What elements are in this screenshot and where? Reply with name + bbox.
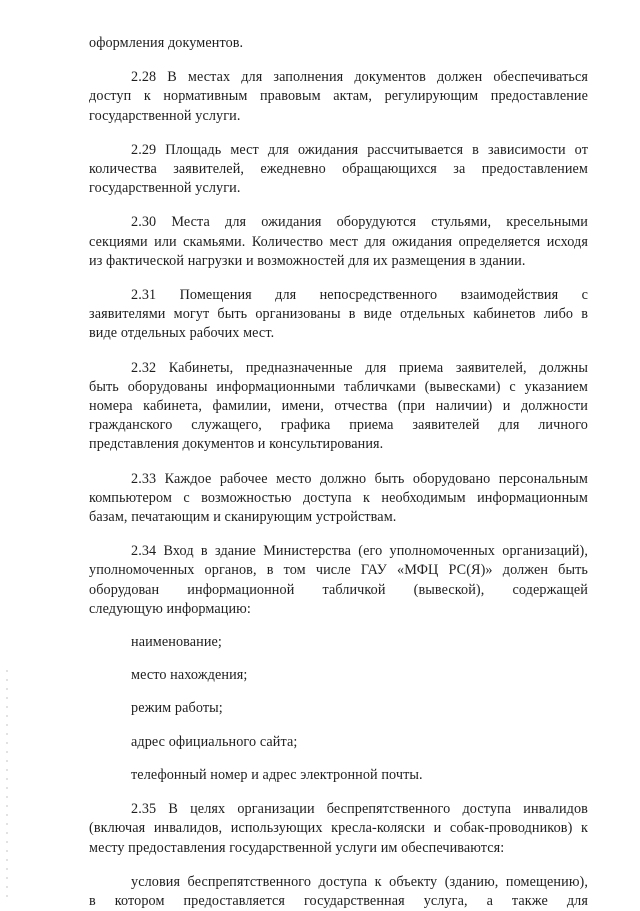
text-line: государственной услуги. — [89, 180, 241, 197]
paragraph-2-31 — [89, 286, 588, 344]
text-line: номера кабинета, фамилии, имени, отчества (при наличии) и должности — [89, 398, 588, 415]
text-line: секциями или скамьями. Количество мест для ожидания определяется исходя — [89, 233, 588, 250]
paragraph-2-35 — [89, 800, 588, 858]
text-line: 2.35 В целях организации беспрепятственного доступа инвалидов — [131, 801, 588, 818]
paragraph-2-32 — [89, 359, 588, 455]
text-line: представления документов и консультирования. — [89, 436, 384, 453]
text-line: 2.33 Каждое рабочее место должно быть оборудовано персональным — [131, 470, 588, 487]
list-item: место нахождения; — [131, 667, 248, 684]
text-line: количества заявителей, ежедневно обращающихся за предоставлением — [89, 161, 588, 178]
text-line: государственной услуги. — [89, 107, 241, 124]
text-line: 2.31 Помещения для непосредственного взаимодействия с — [131, 287, 588, 304]
text-line: компьютером с возможностью доступа к необходимым информационным — [89, 489, 588, 506]
text-line: следующую информацию: — [89, 600, 251, 617]
text-line: 2.30 Места для ожидания оборудуются стульями, кресельными — [131, 214, 588, 231]
text-line: виде отдельных рабочих мест. — [89, 325, 275, 342]
text-line: (включая инвалидов, использующих кресла-коляски и собак-проводников) к — [89, 820, 588, 837]
paragraph-2-34 — [89, 542, 588, 619]
scan-edge-marks — [6, 670, 8, 900]
text-line: 2.34 Вход в здание Министерства (его уполномоченных организаций), — [131, 543, 588, 560]
info-list — [89, 633, 588, 785]
paragraph-2-33 — [89, 470, 588, 528]
text-line: 2.28 В местах для заполнения документов должен обеспечиваться — [131, 69, 588, 86]
text-line: заявителями могут быть организованы в виде отдельных кабинетов либо в — [89, 306, 588, 323]
text-line: быть оборудованы информационными табличками (вывесками) с указанием — [89, 378, 588, 395]
list-item: телефонный номер и адрес электронной почты. — [131, 766, 423, 783]
text-line: из фактической нагрузки и возможностей для их размещения в здании. — [89, 252, 526, 269]
text-line: оформления документов. — [89, 35, 244, 51]
paragraph-2-35-conditions — [89, 873, 588, 911]
text-line: условия беспрепятственного доступа к объекту (зданию, помещению), — [131, 873, 588, 890]
text-line: гражданского служащего, графика приема заявителей для личного — [89, 417, 588, 434]
paragraph-2-30 — [89, 213, 588, 271]
text-line: в котором предоставляется государственная услуга, а также для — [89, 892, 588, 909]
text-line: 2.32 Кабинеты, предназначенные для приема заявителей, должны — [131, 359, 588, 376]
text-line: базам, печатающим и сканирующим устройствам. — [89, 509, 397, 526]
text-line: оборудован информационной табличкой (вывеской), содержащей — [89, 581, 588, 598]
text-line: месту предоставления государственной услуги им обеспечиваются: — [89, 839, 505, 856]
text-line: доступ к нормативным правовым актам, регулирующим предоставление — [89, 88, 588, 105]
text-line: 2.29 Площадь мест для ожидания рассчитывается в зависимости от — [131, 141, 588, 158]
list-item: наименование; — [131, 634, 222, 651]
paragraph-2-28 — [89, 68, 588, 126]
list-item: режим работы; — [131, 700, 223, 717]
text-line: уполномоченных органов, в том числе ГАУ «МФЦ РС(Я)» должен быть — [89, 562, 588, 579]
paragraph-2-29 — [89, 141, 588, 199]
paragraph-continuation — [89, 34, 588, 53]
list-item: адрес официального сайта; — [131, 733, 298, 750]
